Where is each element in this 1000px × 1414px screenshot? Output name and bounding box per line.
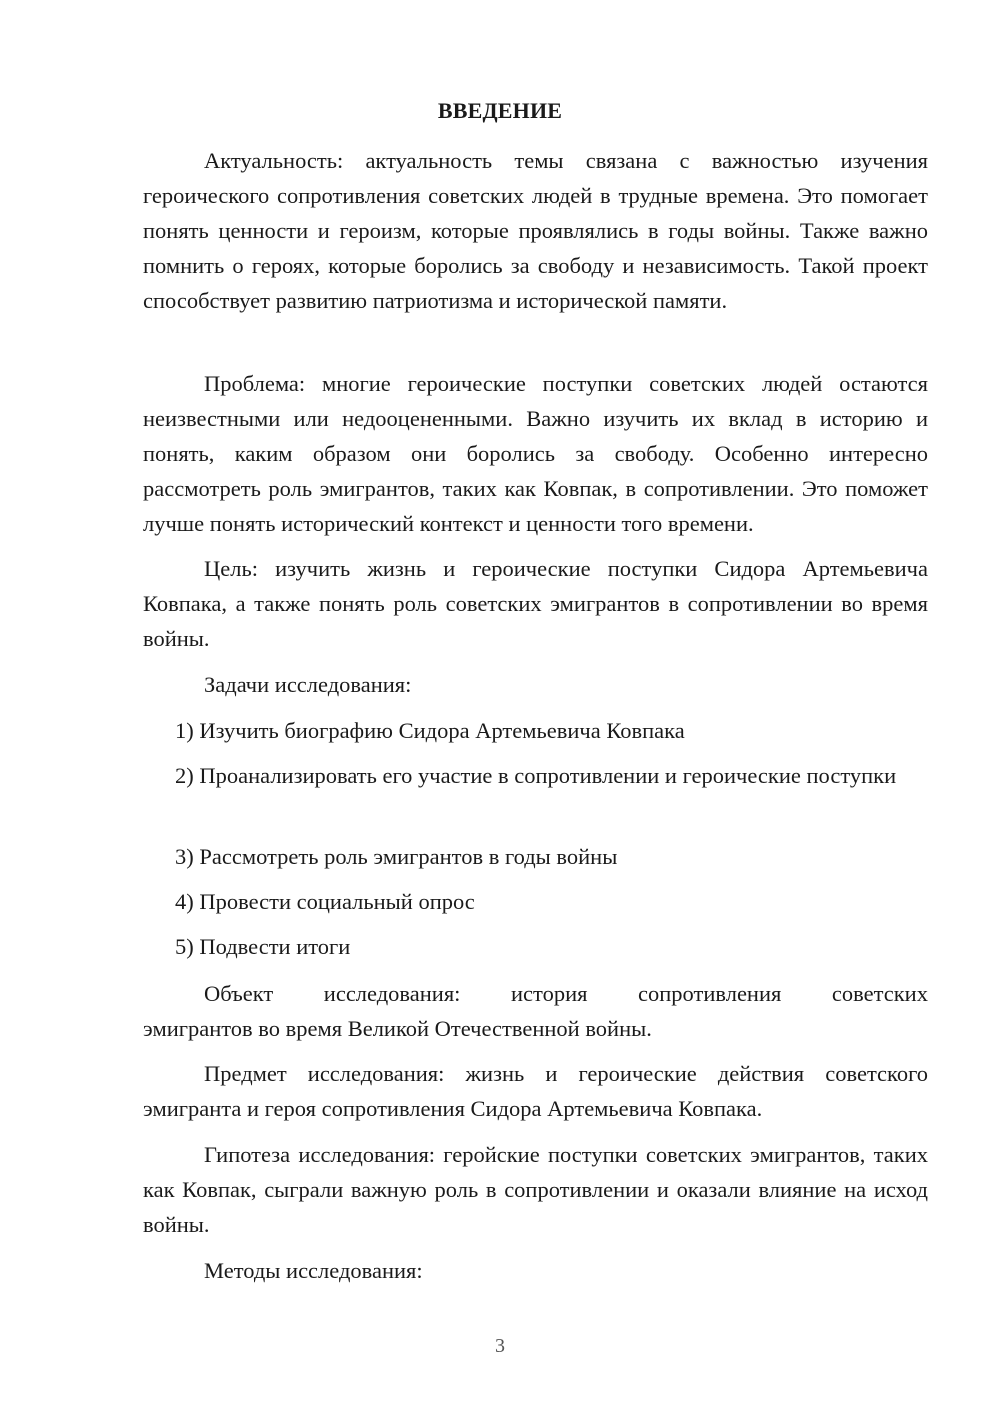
- task-item-3: 3) Рассмотреть роль эмигрантов в годы войны: [175, 844, 618, 869]
- object-word-3: история: [511, 981, 588, 1006]
- relevance-paragraph: Актуальность: актуальность темы связана с важностью изучения героического сопротивления советских людей в трудные времена. Это помогает понять ценности и героизм, которые проявлялись в годы войны. Также важно помнить о героях, которые боролись за свободу и независимость. Такой проект способствует развитию патриотизма и исторической памяти.: [143, 148, 928, 313]
- object-word-4: сопротивления: [638, 981, 782, 1006]
- object-word-5: советских: [831, 981, 928, 1006]
- page-title: ВВЕДЕНИЕ: [437, 98, 563, 123]
- object-word-1: Объект: [204, 981, 274, 1006]
- problem-paragraph: Проблема: многие героические поступки советских людей остаются неизвестными или недооцененными. Важно изучить их вклад в историю и понять, каким образом они боролись за свободу. Особенно интересно рассмотреть роль эмигрантов, таких как Ковпак, в сопротивлении. Это поможет лучше понять исторический контекст и ценности того времени.: [143, 371, 928, 536]
- object-paragraph: [143, 976, 928, 1046]
- page-number: 3: [495, 1335, 505, 1357]
- subject-paragraph: Предмет исследования: жизнь и героические действия советского эмигранта и героя сопротивления Сидора Артемьевича Ковпака.: [143, 1061, 928, 1121]
- object-first-line: [143, 976, 928, 1011]
- object-word-2: исследования:: [323, 981, 461, 1006]
- object-second-line: эмигрантов во время Великой Отечественной войны.: [143, 1016, 652, 1041]
- tasks-heading: Задачи исследования:: [204, 672, 412, 697]
- task-item-2: 2) Проанализировать его участие в сопротивлении и героические поступки: [175, 763, 897, 788]
- hypothesis-paragraph: Гипотеза исследования: геройские поступки советских эмигрантов, таких как Ковпак, сыграли важную роль в сопротивлении и оказали влияние на исход войны.: [143, 1142, 928, 1237]
- goal-paragraph: Цель: изучить жизнь и героические поступки Сидора Артемьевича Ковпака, а также понять роль советских эмигрантов в сопротивлении во время войны.: [143, 556, 928, 651]
- methods-heading: Методы исследования:: [204, 1258, 423, 1283]
- task-item-1: 1) Изучить биографию Сидора Артемьевича Ковпака: [175, 718, 685, 743]
- task-item-4: 4) Провести социальный опрос: [175, 889, 475, 914]
- task-item-5: 5) Подвести итоги: [175, 934, 351, 959]
